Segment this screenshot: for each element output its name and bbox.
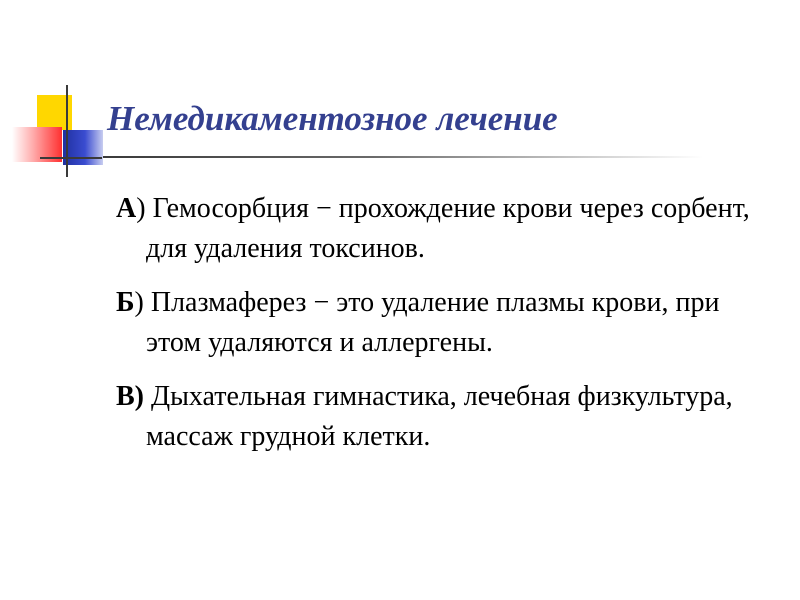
item-text: Плазмаферез − это удаление плазмы крови, при этом удаляются и аллергены.	[143, 287, 720, 358]
item-marker: Б	[116, 287, 135, 318]
blue-square-decoration	[63, 130, 103, 165]
slide-title: Немедикаментозное лечение	[107, 99, 558, 138]
item-text: Гемосорбция − прохождение крови через сорбент, для удаления токсинов.	[145, 193, 750, 264]
title-underline	[103, 156, 703, 158]
treatment-list	[116, 189, 776, 471]
item-marker: А	[116, 193, 137, 224]
item-marker-close: )	[134, 287, 144, 318]
vertical-line-decoration	[66, 85, 68, 177]
item-text: Дыхательная гимнастика, лечебная физкультура, массаж грудной клетки.	[144, 381, 733, 452]
list-item-plasmapheresis	[116, 283, 776, 363]
list-item-breathing-exercises	[116, 377, 776, 457]
list-item-hemosorption	[116, 189, 776, 269]
item-marker-close: )	[136, 193, 146, 224]
item-marker: В)	[116, 381, 144, 412]
horizontal-line-decoration	[40, 157, 102, 159]
